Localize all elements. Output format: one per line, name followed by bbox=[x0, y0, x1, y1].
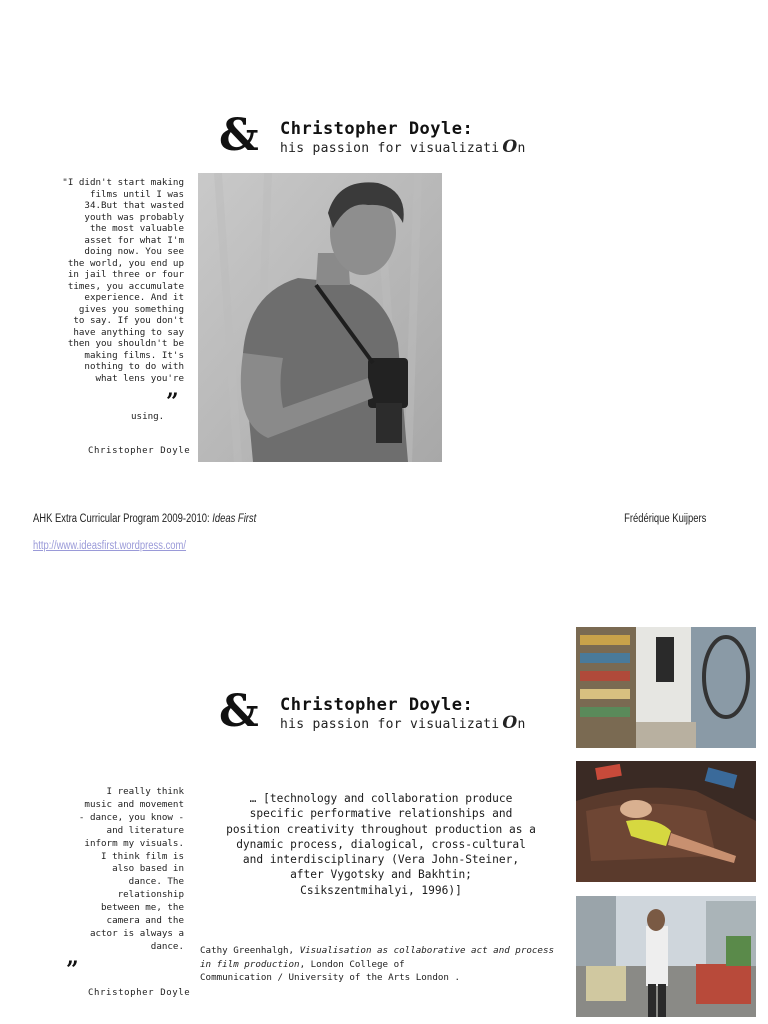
quote-line: nothing to do with bbox=[84, 361, 184, 372]
quote-line: films until I was bbox=[89, 188, 184, 200]
quote-line: music and movement bbox=[84, 798, 184, 810]
quote-line: also based in bbox=[112, 863, 184, 875]
quote-line: dance. bbox=[150, 940, 184, 952]
quote-line: I really think bbox=[106, 786, 184, 797]
quote-line: camera and the bbox=[106, 915, 184, 927]
quote-line: in jail three or four bbox=[67, 269, 184, 280]
quote-line: dance. The bbox=[128, 876, 184, 888]
quote-line: times, you accumulate bbox=[67, 280, 184, 292]
center-quote-line: after Vygotsky and Bakhtin; bbox=[290, 868, 472, 882]
program-title: Ideas First bbox=[212, 513, 257, 525]
quote-line: the most valuable bbox=[89, 223, 184, 234]
subtitle-big-o: O bbox=[502, 137, 518, 157]
close-quote-mark: ” bbox=[166, 389, 179, 415]
quote-attribution-2: Christopher Doyle bbox=[88, 988, 191, 998]
quote-line: gives you something bbox=[78, 303, 184, 315]
subtitle-text: his passion for visualizati bbox=[280, 141, 500, 156]
quote-line: asset for what I'm bbox=[84, 234, 184, 246]
quote-line: - dance, you know - bbox=[78, 811, 184, 823]
subtitle-big-o: O bbox=[502, 713, 518, 733]
center-quote-line: specific performative relationships and bbox=[249, 807, 513, 821]
quote-line: youth was probably bbox=[84, 211, 184, 223]
quote-line: making films. It's bbox=[84, 349, 184, 361]
doyle-portrait-photo bbox=[198, 173, 442, 462]
citation-publisher: , London College of bbox=[299, 958, 405, 970]
quote-line: and literature bbox=[106, 824, 184, 836]
citation-title: Visualisation as collaborative act and process in film production bbox=[200, 945, 555, 970]
doyle-quote-2 bbox=[34, 786, 184, 954]
quote-end-word: using. bbox=[131, 411, 165, 422]
film-still-sofa bbox=[576, 761, 756, 882]
quote-line: doing now. You see bbox=[84, 246, 184, 257]
quote-line: 34.But that wasted bbox=[84, 200, 184, 211]
quote-line: relationship bbox=[117, 889, 184, 901]
page-title-2: Christopher Doyle: bbox=[280, 695, 474, 715]
center-quote-line: and interdisciplinary (Vera John-Steiner, bbox=[242, 853, 520, 867]
quote-line: I think film is bbox=[101, 850, 184, 862]
center-quote-line: position creativity throughout production as a bbox=[226, 822, 536, 836]
ideasfirst-link[interactable]: http://www.ideasfirst.wordpress.com/ bbox=[33, 540, 187, 552]
author-name: Frédérique Kuijpers bbox=[623, 513, 706, 525]
film-still-street bbox=[576, 896, 756, 1017]
doyle-quote bbox=[34, 177, 184, 384]
quote-attribution: Christopher Doyle bbox=[88, 446, 191, 456]
program-credit bbox=[33, 513, 256, 525]
subtitle-end: n bbox=[517, 717, 526, 732]
greenhalgh-quote bbox=[200, 791, 562, 898]
quote-line: then you shouldn't be bbox=[67, 338, 184, 349]
quote-line: have anything to say bbox=[73, 326, 184, 338]
ampersand-logo: & bbox=[219, 110, 259, 161]
citation-institution: Communication / University of the Arts London . bbox=[200, 972, 460, 983]
quote-line: actor is always a bbox=[89, 927, 184, 939]
center-quote-line: Csikszentmihalyi, 1996)] bbox=[300, 883, 462, 897]
subtitle-text: his passion for visualizati bbox=[280, 717, 500, 732]
page-title: Christopher Doyle: bbox=[280, 119, 474, 139]
quote-line: inform my visuals. bbox=[84, 837, 184, 849]
close-quote-mark-2: ” bbox=[66, 957, 79, 983]
ampersand-logo-2: & bbox=[219, 686, 259, 737]
quote-line: experience. And it bbox=[84, 292, 184, 303]
center-quote-line: … [technology and collaboration produce bbox=[249, 792, 513, 805]
quote-line: the world, you end up bbox=[67, 257, 184, 269]
quote-line: what lens you're bbox=[95, 372, 184, 384]
center-quote-line: dynamic process, dialogical, cross-cultural bbox=[236, 837, 526, 851]
page-subtitle bbox=[280, 137, 526, 157]
quote-line: between me, the bbox=[101, 902, 184, 914]
quote-line: to say. If you don't bbox=[73, 315, 184, 326]
subtitle-end: n bbox=[517, 141, 526, 156]
page-subtitle-2 bbox=[280, 713, 526, 733]
citation-author: Cathy Greenhalgh, bbox=[200, 945, 300, 956]
program-name: AHK Extra Curricular Program 2009-2010: bbox=[33, 513, 213, 525]
quote-line: "I didn't start making bbox=[62, 177, 184, 188]
citation bbox=[200, 944, 565, 985]
film-still-library bbox=[576, 627, 756, 748]
